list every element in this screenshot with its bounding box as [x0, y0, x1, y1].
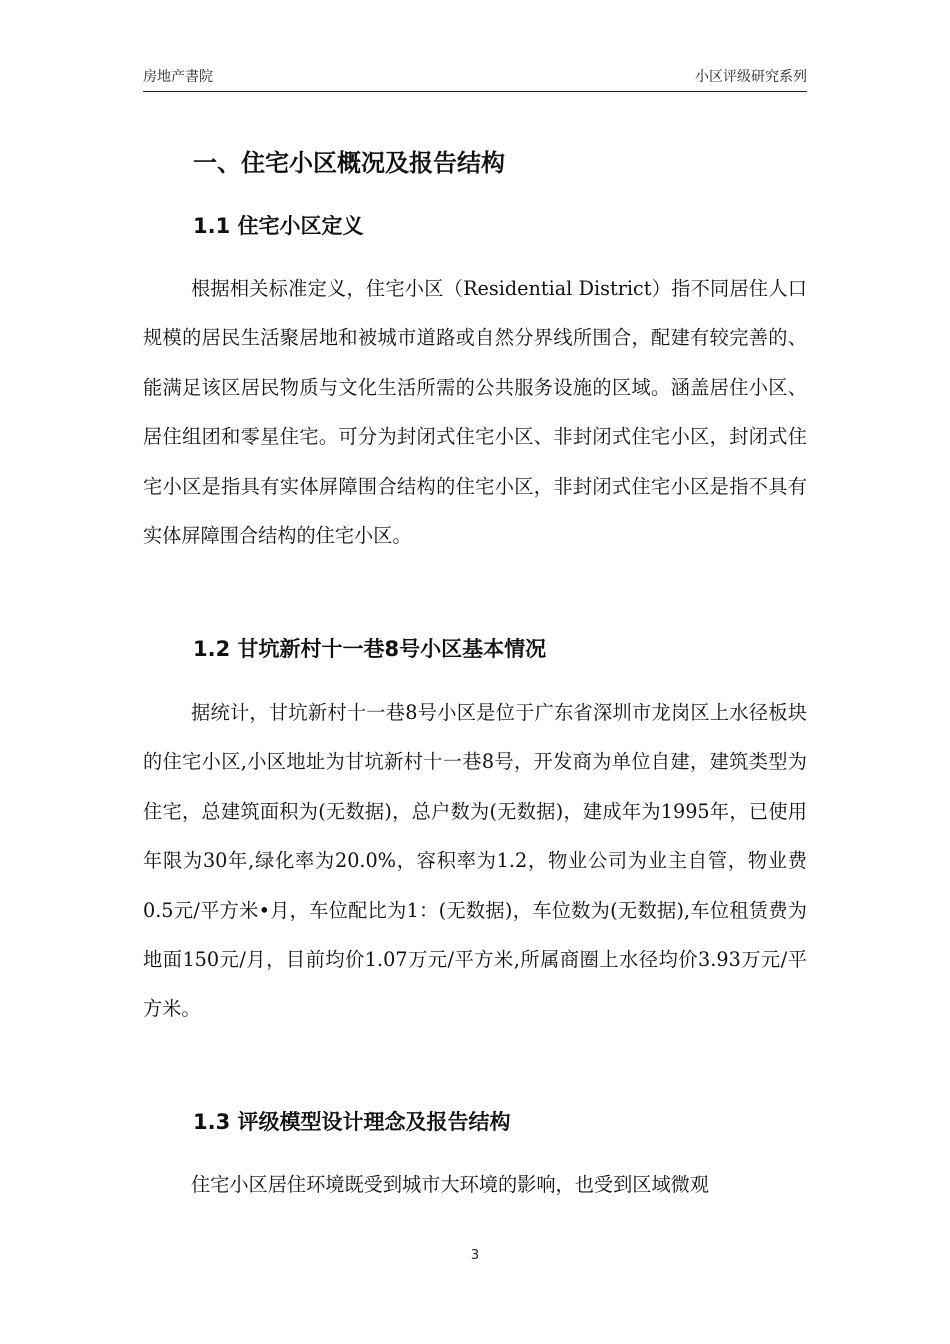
paragraph-1-2: 据统计，甘坑新村十一巷8号小区是位于广东省深圳市龙岗区上水径板块的住宅小区,小区地址为甘坑新村十一巷8号，开发商为单位自建，建筑类型为住宅，总建筑面积为(无数据)，总户数为(无数据)，建成年为1995年，已使用年限为30年,绿化率为20.0%，容积率为1.2，物业公司为业主自管，物业费0.5元/平方米•月，车位配比为1：(无数据)，车位数为(无数据),车位租赁费为地面150元/月，目前均价1.07万元/平方米,所属商圈上水径均价3.93万元/平方米。: [143, 701, 807, 1021]
heading-1-3: 1.3 评级模型设计理念及报告结构: [193, 1110, 511, 1134]
heading-1-2: 1.2 甘坑新村十一巷8号小区基本情况: [193, 637, 547, 661]
section-title: 一、住宅小区概况及报告结构: [193, 149, 505, 177]
page-number: 3: [470, 1248, 480, 1263]
header-divider: [143, 91, 807, 92]
header-left-title: 房地产書院: [143, 69, 213, 85]
header-right-title: 小区评级研究系列: [695, 69, 807, 85]
heading-1-1: 1.1 住宅小区定义: [193, 214, 364, 238]
paragraph-1-3: 住宅小区居住环境既受到城市大环境的影响，也受到区域微观: [191, 1173, 710, 1196]
paragraph-1-1: 根据相关标准定义，住宅小区（Residential District）指不同居住人口规模的居民生活聚居地和被城市道路或自然分界线所围合，配建有较完善的、能满足该区居民物质与文化生活所需的公共服务设施的区域。涵盖居住小区、居住组团和零星住宅。可分为封闭式住宅小区、非封闭式住宅小区，封闭式住宅小区是指具有实体屏障围合结构的住宅小区，非封闭式住宅小区是指不具有实体屏障围合结构的住宅小区。: [143, 277, 807, 548]
